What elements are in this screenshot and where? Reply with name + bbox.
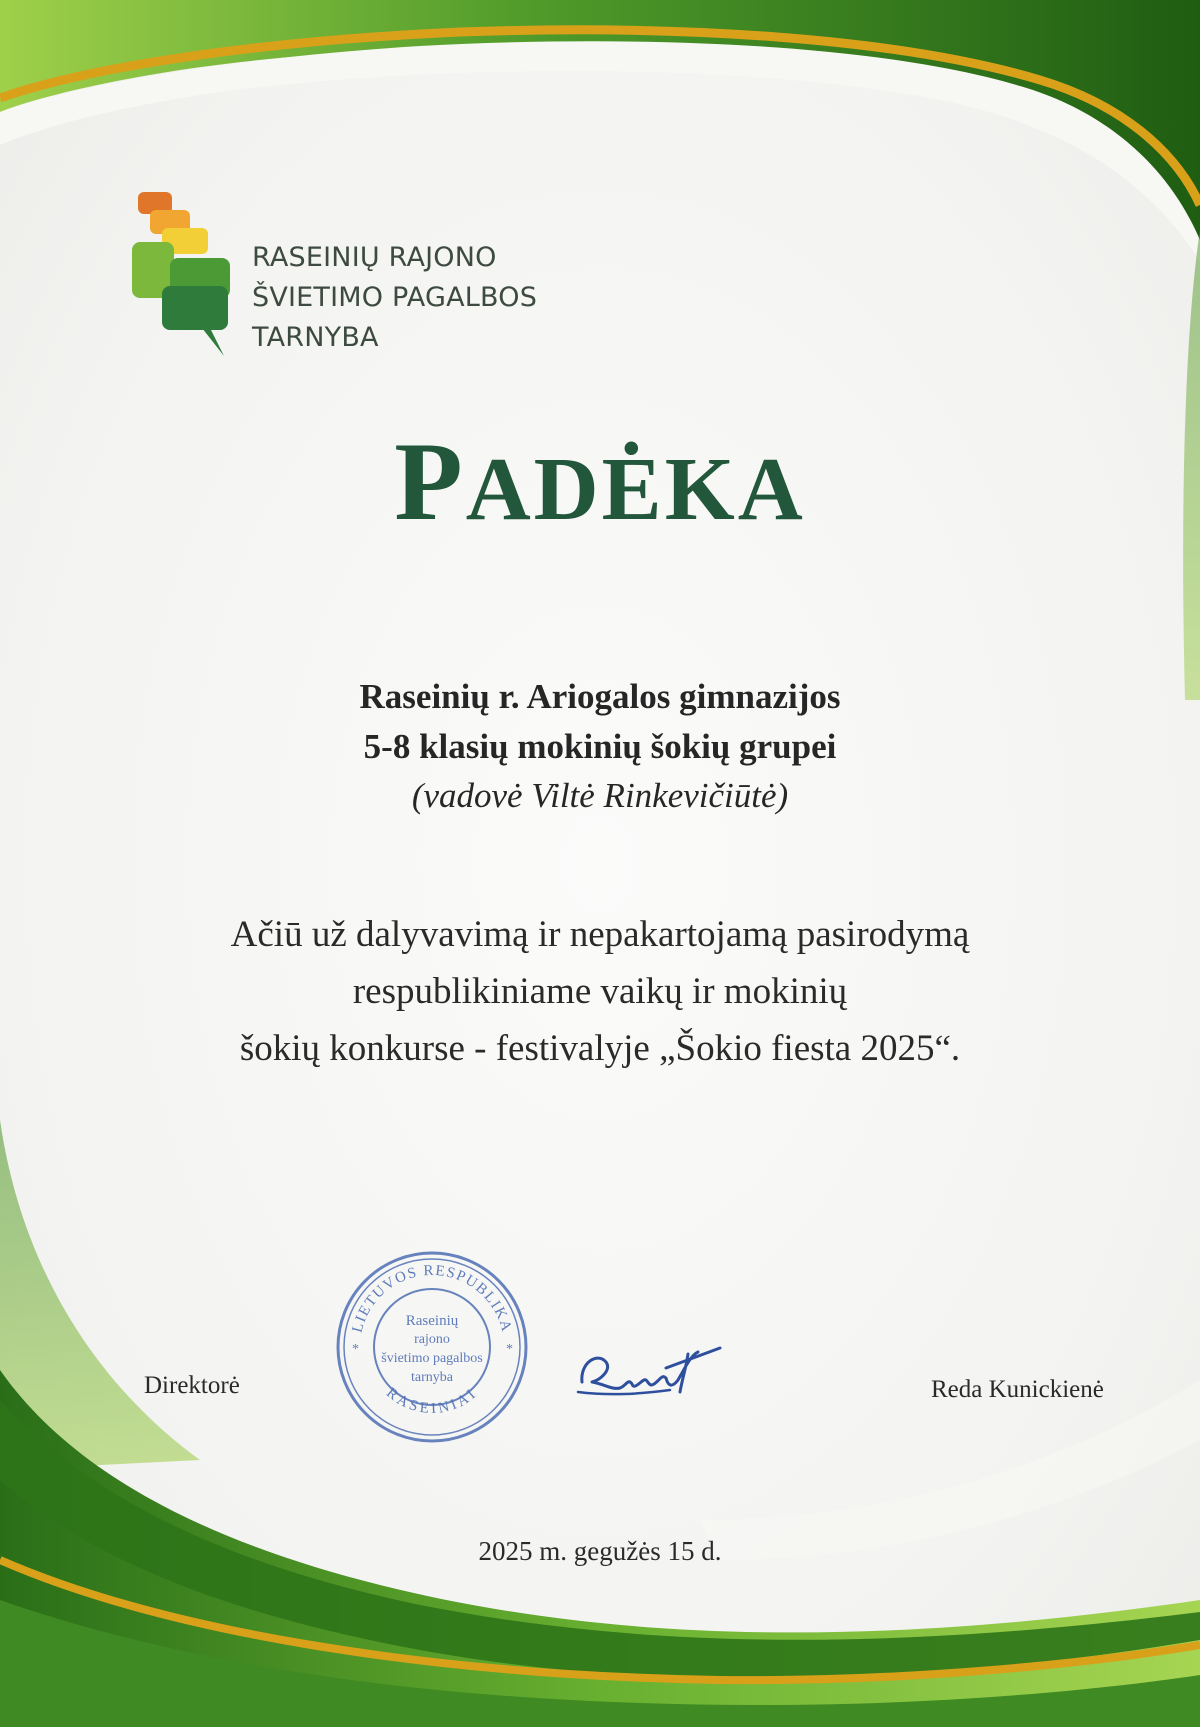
- svg-text:*: *: [352, 1342, 359, 1357]
- organization-name-line: TARNYBA: [252, 322, 379, 353]
- signer-position: Direktorė: [144, 1372, 240, 1399]
- recipient-leader: (vadovė Viltė Rinkevičiūtė): [411, 776, 789, 815]
- recipient-block: [0, 672, 1200, 820]
- stamp-center-line: Raseinių: [405, 1313, 459, 1329]
- issue-date: 2025 m. gegužės 15 d.: [478, 1536, 722, 1566]
- stamp-center-line: rajono: [414, 1332, 450, 1347]
- message-line: respublikiniame vaikų ir mokinių: [352, 971, 848, 1012]
- svg-text:RASEINIAI: [383, 1385, 481, 1417]
- thanks-message: [0, 906, 1200, 1077]
- message-line: šokių konkurse - festivalyje „Šokio fiesta 2025“.: [239, 1028, 961, 1069]
- official-stamp: [330, 1245, 535, 1450]
- recipient-line: 5-8 klasių mokinių šokių grupei: [363, 727, 837, 766]
- stamp-ring-top: LIETUVOS RESPUBLIKA: [349, 1262, 515, 1335]
- certificate-title-rest: ADĖKA: [465, 440, 806, 539]
- recipient-line: Raseinių r. Ariogalos gimnazijos: [359, 677, 841, 716]
- svg-text:*: *: [506, 1342, 513, 1357]
- stamp-center-line: tarnyba: [411, 1370, 453, 1385]
- message-line: Ačiū už dalyvavimą ir nepakartojamą pasirodymą: [230, 914, 970, 955]
- organization-name-line: ŠVIETIMO PAGALBOS: [252, 282, 538, 313]
- stamp-center-line: švietimo pagalbos: [381, 1351, 483, 1366]
- organization-logo: [132, 190, 242, 360]
- handwritten-signature: [570, 1340, 730, 1410]
- stamp-ring-bottom: RASEINIAI: [383, 1384, 481, 1418]
- signer-name: Reda Kunickienė: [931, 1376, 1104, 1403]
- certificate-title-initial: P: [394, 420, 466, 544]
- organization-name: [252, 238, 537, 358]
- certificate-title: [0, 418, 1200, 547]
- organization-name-line: RASEINIŲ RAJONO: [252, 242, 497, 273]
